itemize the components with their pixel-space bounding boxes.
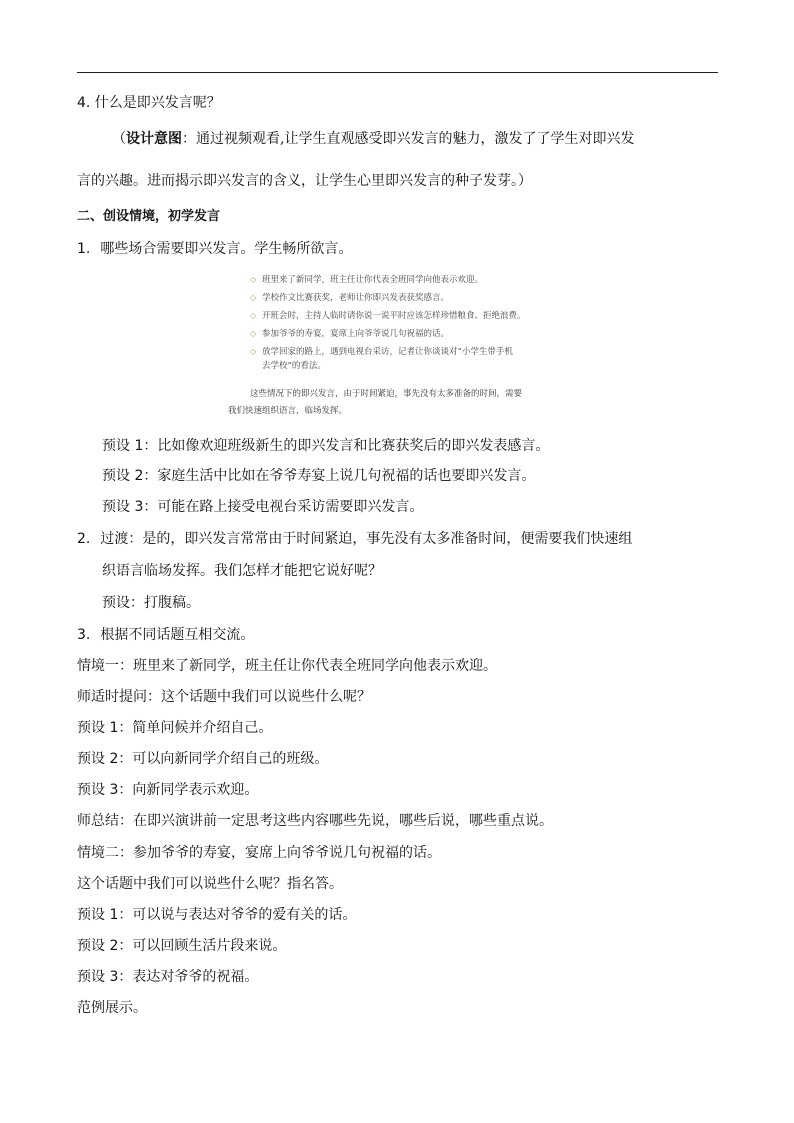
preset-line: 预设 3：可能在路上接受电视台采访需要即兴发言。 — [102, 499, 424, 515]
item-2-line-1 — [77, 529, 632, 549]
figure-item: 开班会时，主持人临时请你说一说平时应该怎样珍惜粮食、拒绝浪费。 — [262, 311, 526, 321]
preset-line: 预设 2：家庭生活中比如在爷爷寿宴上说几句祝福的话也要即兴发言。 — [102, 468, 536, 484]
diamond-bullet-icon: ◇ — [250, 311, 257, 320]
section-2-heading: 二、创设情境，初学发言 — [77, 209, 221, 224]
diamond-bullet-icon: ◇ — [250, 293, 257, 302]
item-1-text: 哪些场合需要即兴发言。学生畅所欲言。 — [100, 241, 353, 257]
body-line: 师适时提问：这个话题中我们可以说些什么呢？ — [77, 689, 371, 705]
figure-item: 班里来了新同学，班主任让你代表全班同学向他表示欢迎。 — [262, 275, 484, 285]
body-line: 预设 3：表达对爷爷的祝福。 — [77, 969, 259, 985]
body-line: 预设 2：可以回顾生活片段来说。 — [77, 938, 287, 954]
diamond-bullet-icon: ◇ — [250, 329, 257, 338]
figure-note-line-1: 这些情况下的即兴发言，由于时间紧迫，事先没有太多准备的时间，需要 — [250, 389, 523, 399]
occasions-figure — [228, 270, 588, 420]
body-line: 范例展示。 — [77, 1000, 147, 1016]
figure-item: 放学回家的路上，遇到电视台采访，记者让你谈谈对“小学生带手机 — [262, 347, 513, 357]
item-1-number: 1. — [77, 241, 91, 257]
item-2-text: 过渡：是的，即兴发言常常由于时间紧迫，事先没有太多准备时间，便需要我们快速组 — [100, 531, 633, 547]
figure-item: 去学校”的看法。 — [262, 361, 326, 371]
body-line: 这个话题中我们可以说些什么呢？指名答。 — [77, 876, 343, 892]
item-3-text: 根据不同话题互相交流。 — [100, 627, 255, 643]
item-2-line-2: 织语言临场发挥。我们怎样才能把它说好呢？ — [102, 563, 382, 579]
item-1 — [77, 239, 352, 259]
item-3 — [77, 625, 254, 645]
body-line: 预设 1：可以说与表达对爷爷的爱有关的话。 — [77, 907, 357, 923]
body-line: 预设 3：向新同学表示欢迎。 — [77, 782, 259, 798]
item-2-preset: 预设：打腹稿。 — [102, 595, 200, 611]
design-intent-paren: （ — [112, 131, 126, 147]
figure-item: 参加爷爷的寿宴，宴席上向爷爷说几句祝福的话。 — [262, 329, 450, 339]
design-intent-line-1 — [112, 129, 634, 149]
figure-item: 学校作文比赛获奖，老师让你即兴发表获奖感言。 — [262, 293, 450, 303]
body-line: 情境二：参加爷爷的寿宴，宴席上向爷爷说几句祝福的话。 — [77, 845, 441, 861]
design-intent-text-1: ：通过视频观看,让学生直观感受即兴发言的魅力，激发了了学生对即兴发 — [182, 131, 635, 147]
diamond-bullet-icon: ◇ — [250, 275, 257, 284]
question-4-title: 4. 什么是即兴发言呢？ — [77, 95, 221, 111]
body-line: 师总结：在即兴演讲前一定思考这些内容哪些先说，哪些后说，哪些重点说。 — [77, 813, 553, 829]
item-2-number: 2. — [77, 531, 91, 547]
design-intent-line-2: 言的兴趣。进而揭示即兴发言的含义，让学生心里即兴发言的种子发芽。） — [77, 173, 532, 189]
design-intent-label: 设计意图 — [126, 131, 182, 147]
body-line: 预设 1：简单问候并介绍自己。 — [77, 720, 273, 736]
body-line: 情境一：班里来了新同学，班主任让你代表全班同学向他表示欢迎。 — [77, 658, 497, 674]
figure-note-line-2: 我们快速组织语言，临场发挥。 — [228, 406, 348, 416]
preset-line: 预设 1：比如像欢迎班级新生的即兴发言和比赛获奖后的即兴发表感言。 — [102, 438, 550, 454]
body-line: 预设 2：可以向新同学介绍自己的班级。 — [77, 751, 329, 767]
header-rule — [77, 72, 718, 73]
diamond-bullet-icon: ◇ — [250, 347, 257, 356]
item-3-number: 3. — [77, 627, 91, 643]
